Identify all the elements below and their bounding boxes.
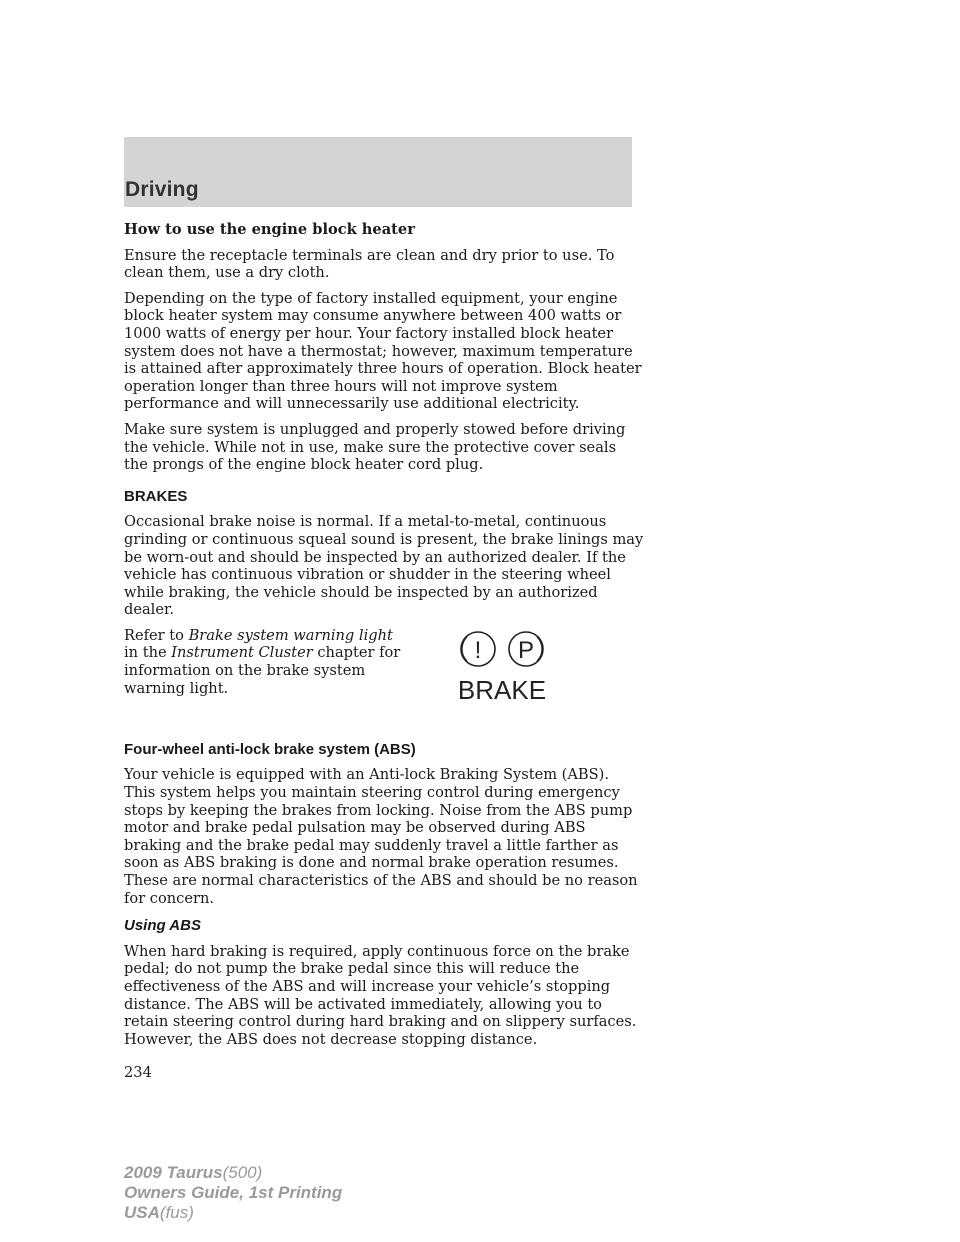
brake-reference-text <box>124 627 404 697</box>
document-footer <box>124 1163 342 1223</box>
footer-region-code: (fus) <box>159 1203 194 1222</box>
abs-paragraph-2: When hard braking is required, apply continuous force on the brake pedal; do not pump the brake pedal since this will reduce the effectiveness of the ABS and will increase your vehicle’s stopping distance. The ABS will be activated immediately, allowing you to retain steering control during hard braking and on slippery surfaces. However, the ABS does not decrease stopping distance. <box>124 942 637 1048</box>
park-p-glyph: P <box>517 636 535 664</box>
refer-prefix: Refer to <box>124 626 189 644</box>
engine-block-paragraph-2: Depending on the type of factory installed equipment, your engine block heater system may consume anywhere between 400 watts or 1000 watts of energy per hour. Your factory installed block heater system does not have a thermostat; however, maximum temperature is attained after approximately three hours of operation. Block heater operation longer than three hours will not improve system performance and will unnecessarily use additional electricity. <box>124 289 642 413</box>
page-content <box>124 221 644 1082</box>
footer-line-1 <box>124 1163 342 1183</box>
brake-label: BRAKE <box>457 674 547 705</box>
engine-block-paragraph-1: Ensure the receptacle terminals are clean and dry prior to use. To clean them, use a dry cloth. <box>124 246 615 282</box>
refer-suffix: chapter for information on the brake system warning light. <box>124 644 401 697</box>
brake-light-reference <box>124 627 644 727</box>
engine-block-heading: How to use the engine block heater <box>124 221 415 238</box>
brake-warning-light-link: Brake system warning light <box>188 626 393 644</box>
brakes-heading: BRAKES <box>124 487 188 505</box>
brakes-paragraph-1: Occasional brake noise is normal. If a metal-to-metal, continuous grinding or continuous squeal sound is present, the brake linings may be worn-out and should be inspected by an authorized dealer. If the vehicle has continuous vibration or shudder in the steering wheel while braking, the vehicle should be inspected by an authorized dealer. <box>124 513 644 619</box>
footer-region: USA <box>124 1203 160 1222</box>
engine-block-paragraph-3: Make sure system is unplugged and properly stowed before driving the vehicle. While not in use, make sure the protective cover seals the prongs of the engine block heater cord plug. <box>124 420 626 474</box>
footer-model-code: (500) <box>222 1163 263 1182</box>
footer-model: 2009 Taurus <box>124 1163 223 1182</box>
page-number: 234 <box>124 1064 152 1082</box>
footer-guide: Owners Guide, 1st Printing <box>124 1183 343 1202</box>
exclaim-glyph: ! <box>474 636 482 664</box>
brake-warning-icon <box>440 629 570 711</box>
abs-heading: Four-wheel anti-lock brake system (ABS) <box>124 740 416 758</box>
abs-paragraph-1: Your vehicle is equipped with an Anti-lock Braking System (ABS). This system helps you maintain steering control during emergency stops by keeping the brakes from locking. Noise from the ABS pump motor and brake pedal pulsation may be observed during ABS braking and the brake pedal may suddenly travel a little farther as soon as ABS braking is done and normal brake operation resumes. These are normal characteristics of the ABS and should be no reason for concern. <box>124 766 638 907</box>
instrument-cluster-link: Instrument Cluster <box>171 644 313 662</box>
refer-mid: in the <box>124 644 172 662</box>
using-abs-heading: Using ABS <box>124 917 201 935</box>
section-title: Driving <box>125 178 199 201</box>
footer-line-3 <box>124 1203 342 1223</box>
section-header <box>124 137 632 207</box>
